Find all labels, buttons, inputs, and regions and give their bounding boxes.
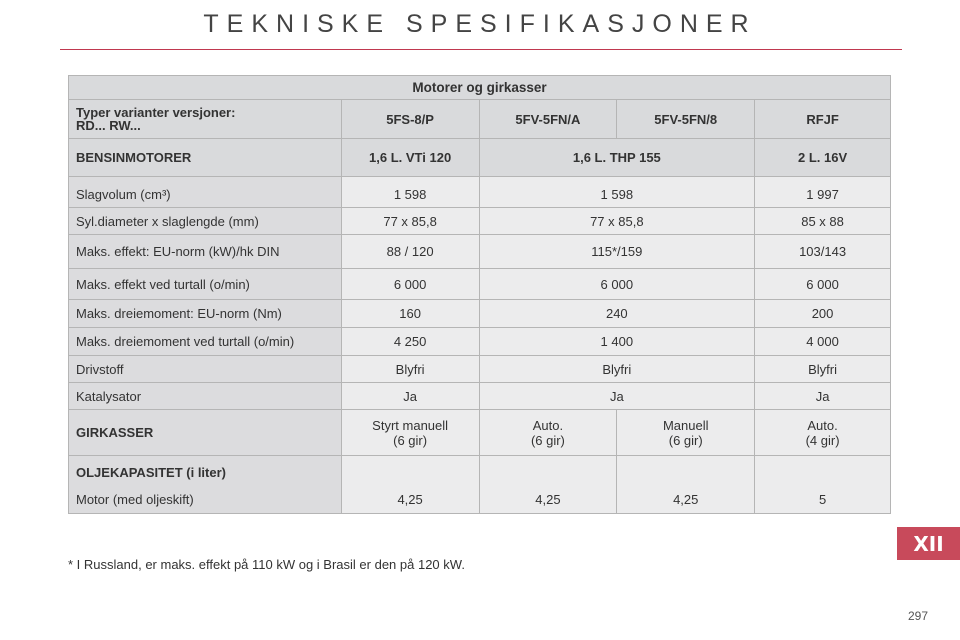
table-caption-row <box>69 76 891 100</box>
types-label-line1: Typer varianter versjoner: <box>76 105 236 120</box>
chapter-tab: XII <box>897 527 960 560</box>
table-caption: Motorer og girkasser <box>69 76 891 100</box>
page-title: TEKNISKE SPESIFIKASJONER <box>203 10 757 38</box>
gearbox-label: GIRKASSER <box>69 410 342 456</box>
row-value: 200 <box>755 300 891 328</box>
row-value: 4 250 <box>341 328 479 356</box>
gearbox-cell <box>755 410 891 456</box>
oil-value: 4,25 <box>341 456 479 514</box>
engine-name: 1,6 L. THP 155 <box>479 139 755 177</box>
table-row <box>69 269 891 300</box>
row-label: Maks. effekt ved turtall (o/min) <box>69 269 342 300</box>
table-row <box>69 208 891 235</box>
row-value: 6 000 <box>479 269 755 300</box>
row-value: 1 598 <box>341 177 479 208</box>
table-row <box>69 177 891 208</box>
row-label: Syl.diameter x slaglengde (mm) <box>69 208 342 235</box>
row-value: 6 000 <box>755 269 891 300</box>
engine-header-row <box>69 139 891 177</box>
gearbox-line1: Auto. <box>532 417 564 433</box>
type-cell: 5FV-5FN/A <box>479 100 617 139</box>
row-label: Slagvolum (cm³) <box>69 177 342 208</box>
oil-value: 5 <box>755 456 891 514</box>
gearbox-line2: (6 gir) <box>530 432 565 448</box>
table-row <box>69 356 891 383</box>
gearbox-line1: Auto. <box>807 417 838 433</box>
row-value: 1 598 <box>479 177 755 208</box>
page-number: 297 <box>908 609 929 623</box>
engine-name: 1,6 L. VTi 120 <box>341 139 479 177</box>
row-value: Ja <box>755 383 891 410</box>
row-value: Ja <box>341 383 479 410</box>
spec-table <box>68 75 891 514</box>
row-value: Ja <box>479 383 755 410</box>
oil-value: 4,25 <box>479 456 617 514</box>
title-divider <box>60 49 902 50</box>
gearbox-line2: (6 gir) <box>668 432 703 448</box>
oil-row <box>69 456 891 514</box>
gearbox-cell <box>341 410 479 456</box>
gearbox-row <box>69 410 891 456</box>
engine-name: 2 L. 16V <box>755 139 891 177</box>
row-value: Blyfri <box>341 356 479 383</box>
row-value: Blyfri <box>755 356 891 383</box>
gearbox-line1: Styrt manuell <box>372 417 449 433</box>
row-value: Blyfri <box>479 356 755 383</box>
oil-row-label: Motor (med oljeskift) <box>76 492 194 507</box>
row-value: 6 000 <box>341 269 479 300</box>
type-cell: 5FV-5FN/8 <box>617 100 755 139</box>
row-value: 77 x 85,8 <box>341 208 479 235</box>
row-label: Maks. effekt: EU-norm (kW)/hk DIN <box>69 235 342 269</box>
row-value: 88 / 120 <box>341 235 479 269</box>
row-value: 160 <box>341 300 479 328</box>
oil-value: 4,25 <box>617 456 755 514</box>
types-label-line2: RD... RW... <box>76 118 141 133</box>
row-value: 1 400 <box>479 328 755 356</box>
oil-section-label: OLJEKAPASITET (i liter) <box>76 465 226 480</box>
row-label: Maks. dreiemoment ved turtall (o/min) <box>69 328 342 356</box>
type-cell: 5FS-8/P <box>341 100 479 139</box>
table-row <box>69 328 891 356</box>
gearbox-line2: (4 gir) <box>805 432 840 448</box>
types-row <box>69 100 891 139</box>
row-label: Katalysator <box>69 383 342 410</box>
row-value: 240 <box>479 300 755 328</box>
row-value: 4 000 <box>755 328 891 356</box>
table-row <box>69 383 891 410</box>
engine-section-label: BENSINMOTORER <box>69 139 342 177</box>
row-value: 85 x 88 <box>755 208 891 235</box>
row-label: Drivstoff <box>69 356 342 383</box>
oil-label-cell <box>69 456 342 514</box>
row-value: 115*/159 <box>479 235 755 269</box>
engine-data-rows <box>69 177 891 410</box>
row-value: 77 x 85,8 <box>479 208 755 235</box>
row-value: 103/143 <box>755 235 891 269</box>
gearbox-line1: Manuell <box>662 417 709 433</box>
row-label: Maks. dreiemoment: EU-norm (Nm) <box>69 300 342 328</box>
footnote: * I Russland, er maks. effekt på 110 kW og i Brasil er den på 120 kW. <box>68 557 465 572</box>
table-row <box>69 235 891 269</box>
gearbox-cell <box>617 410 755 456</box>
type-cell: RFJF <box>755 100 891 139</box>
row-value: 1 997 <box>755 177 891 208</box>
table-row <box>69 300 891 328</box>
gearbox-line2: (6 gir) <box>393 432 428 448</box>
gearbox-cell <box>479 410 617 456</box>
types-label <box>69 100 342 139</box>
